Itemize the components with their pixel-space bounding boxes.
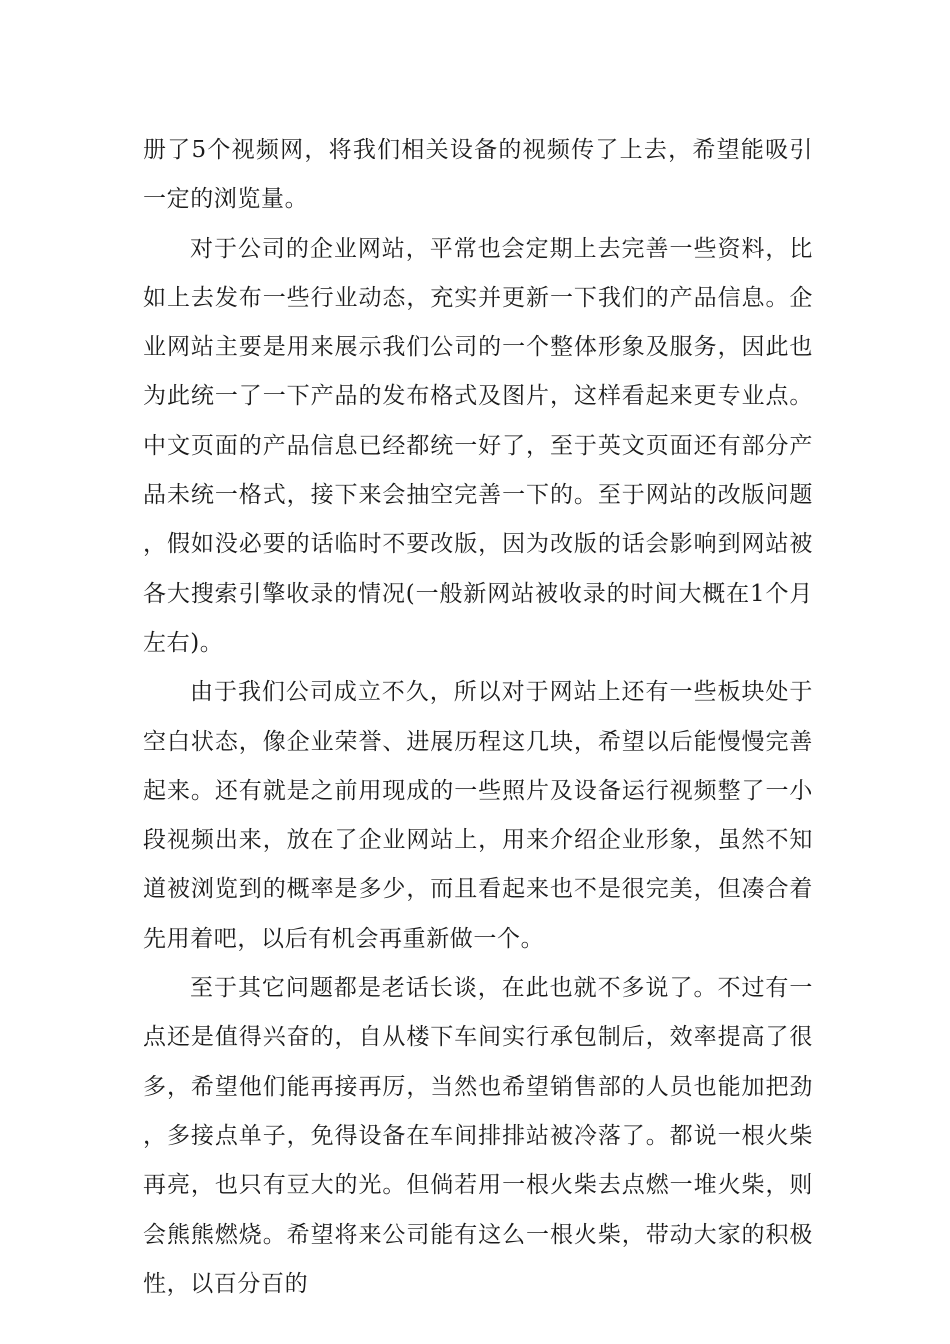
document-body — [143, 126, 813, 1309]
paragraph-2: 对于公司的企业网站，平常也会定期上去完善一些资料，比如上去发布一些行业动态，充实并更新一下我们的产品信息。企业网站主要是用来展示我们公司的一个整体形象及服务，因此也为此统一了一下产品的发布格式及图片，这样看起来更专业点。中文页面的产品信息已经都统一好了，至于英文页面还有部分产品未统一格式，接下来会抽空完善一下的。至于网站的改版问题，假如没必要的话临时不要改版，因为改版的话会影响到网站被各大搜索引擎收录的情况(一般新网站被收录的时间大概在1个月左右)。 — [143, 235, 813, 656]
paragraph-3: 由于我们公司成立不久，所以对于网站上还有一些板块处于空白状态，像企业荣誉、进展历程这几块，希望以后能慢慢完善起来。还有就是之前用现成的一些照片及设备运行视频整了一小段视频出来，放在了企业网站上，用来介绍企业形象，虽然不知道被浏览到的概率是多少，而且看起来也不是很完美，但凑合着先用着吧，以后有机会再重新做一个。 — [143, 679, 813, 952]
paragraph-1: 册了5个视频网，将我们相关设备的视频传了上去，希望能吸引一定的浏览量。 — [143, 137, 813, 213]
paragraph-4: 至于其它问题都是老话长谈，在此也就不多说了。不过有一点还是值得兴奋的，自从楼下车间实行承包制后，效率提高了很多，希望他们能再接再厉，当然也希望销售部的人员也能加把劲，多接点单子，免得设备在车间排排站被冷落了。都说一根火柴再亮，也只有豆大的光。但倘若用一根火柴去点燃一堆火柴，则会熊熊燃烧。希望将来公司能有这么一根火柴，带动大家的积极性，以百分百的 — [143, 975, 813, 1297]
